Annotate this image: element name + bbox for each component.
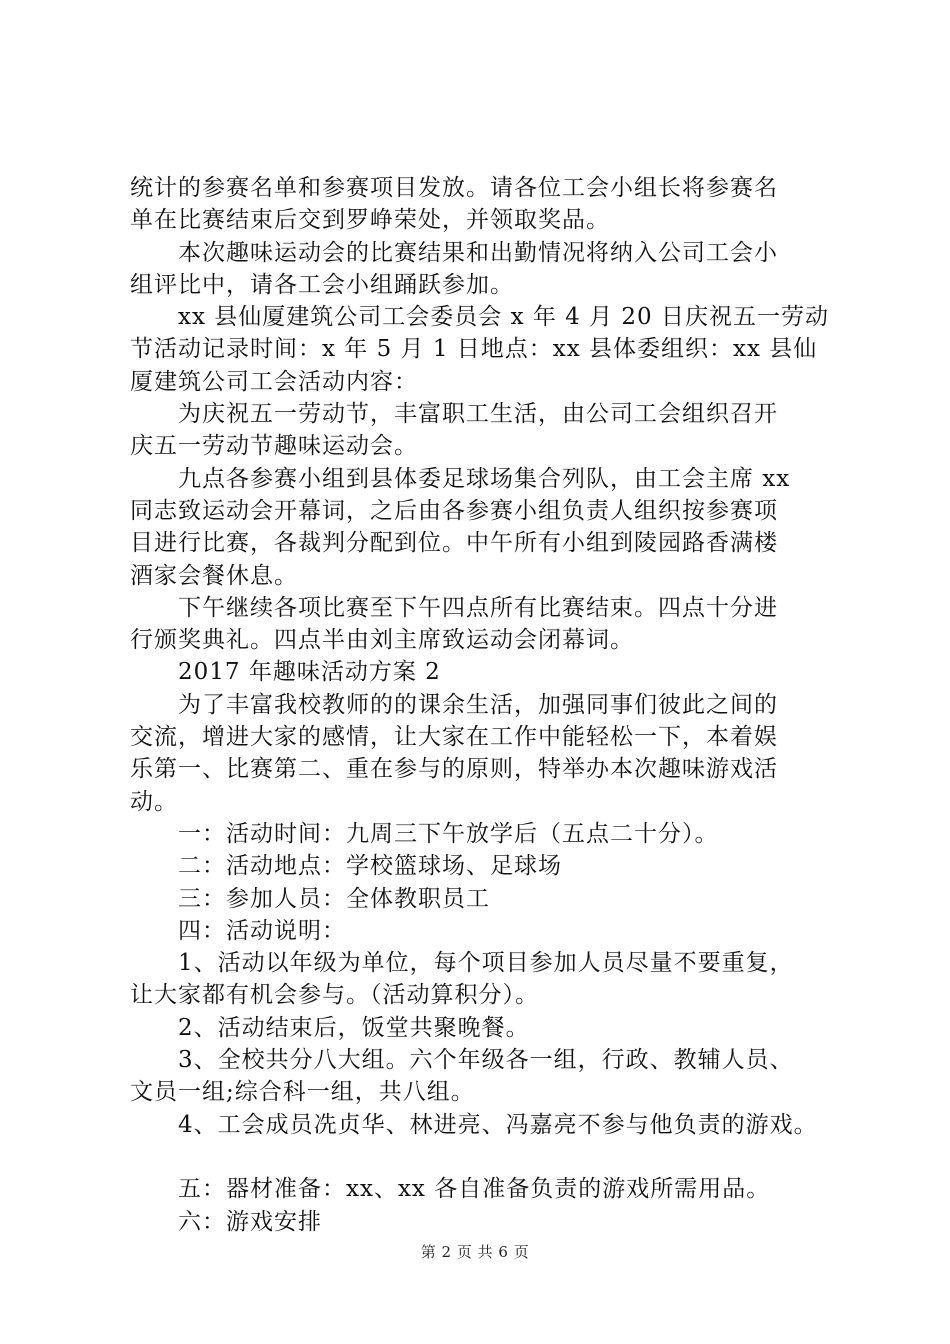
text-line: 统计的参赛名单和参赛项目发放。请各位工会小组长将参赛名: [130, 175, 778, 201]
text-line: 节活动记录时间：x 年 5 月 1 日地点：xx 县体委组织：xx 县仙: [130, 336, 818, 363]
text-line: 三：参加人员：全体教职员工: [178, 885, 490, 912]
text-line: xx 县仙厦建筑公司工会委员会 x 年 4 月 20 日庆祝五一劳动: [178, 304, 829, 331]
text-line: 九点各参赛小组到县体委足球场集合列队，由工会主席 xx: [178, 465, 791, 492]
text-line: 组评比中，请各工会小组踊跃参加。: [130, 271, 514, 298]
text-line: 动。: [130, 788, 178, 815]
text-line: 四：活动说明：: [178, 917, 346, 944]
text-line: 五：器材准备：xx、xx 各自准备负责的游戏所需用品。: [178, 1176, 771, 1203]
text-line: 为了丰富我校教师的的课余生活，加强同事们彼此之间的: [178, 691, 778, 718]
text-line: 庆五一劳动节趣味运动会。: [130, 433, 418, 460]
text-line: 2017 年趣味活动方案 2: [178, 659, 441, 686]
page-footer: 第 2 页 共 6 页: [420, 1243, 530, 1261]
text-line: 文员一组;综合科一组，共八组。: [130, 1079, 475, 1106]
text-line: 酒家会餐休息。: [130, 562, 298, 589]
text-line: 目进行比赛，各裁判分配到位。中午所有小组到陵园路香满楼: [130, 530, 778, 557]
text-line: 4、工会成员冼贞华、林进亮、冯嘉亮不参与他负责的游戏。: [178, 1111, 818, 1138]
text-line: 2、活动结束后，饭堂共聚晚餐。: [178, 1014, 530, 1041]
text-line: 单在比赛结束后交到罗峥荣处，并领取奖品。: [130, 207, 610, 234]
text-line: 六：游戏安排: [178, 1208, 322, 1235]
text-line: 本次趣味运动会的比赛结果和出勤情况将纳入公司工会小: [178, 239, 778, 266]
text-line: 交流，增进大家的感情，让大家在工作中能轻松一下，本着娱: [130, 724, 778, 751]
text-line: 乐第一、比赛第二、重在参与的原则，特举办本次趣味游戏活: [130, 756, 778, 783]
text-line: 同志致运动会开幕词，之后由各参赛小组负责人组织按参赛项: [130, 497, 778, 524]
text-line: 让大家都有机会参与。（活动算积分）。: [130, 982, 539, 1009]
text-line: 行颁奖典礼。四点半由刘主席致运动会闭幕词。: [130, 627, 634, 654]
text-line: 1、活动以年级为单位，每个项目参加人员尽量不要重复，: [178, 950, 794, 977]
text-line: 二：活动地点：学校篮球场、足球场: [178, 853, 562, 880]
text-line: 厦建筑公司工会活动内容：: [130, 368, 418, 395]
text-line: 为庆祝五一劳动节，丰富职工生活，由公司工会组织召开: [178, 401, 778, 428]
blank-line: [130, 1141, 830, 1173]
text-line: 3、全校共分八大组。六个年级各一组，行政、教辅人员、: [178, 1047, 794, 1074]
document-body: [130, 172, 830, 1238]
text-line: 一：活动时间：九周三下午放学后（五点二十分）。: [178, 820, 719, 847]
text-line: 下午继续各项比赛至下午四点所有比赛结束。四点十分进: [178, 594, 778, 621]
